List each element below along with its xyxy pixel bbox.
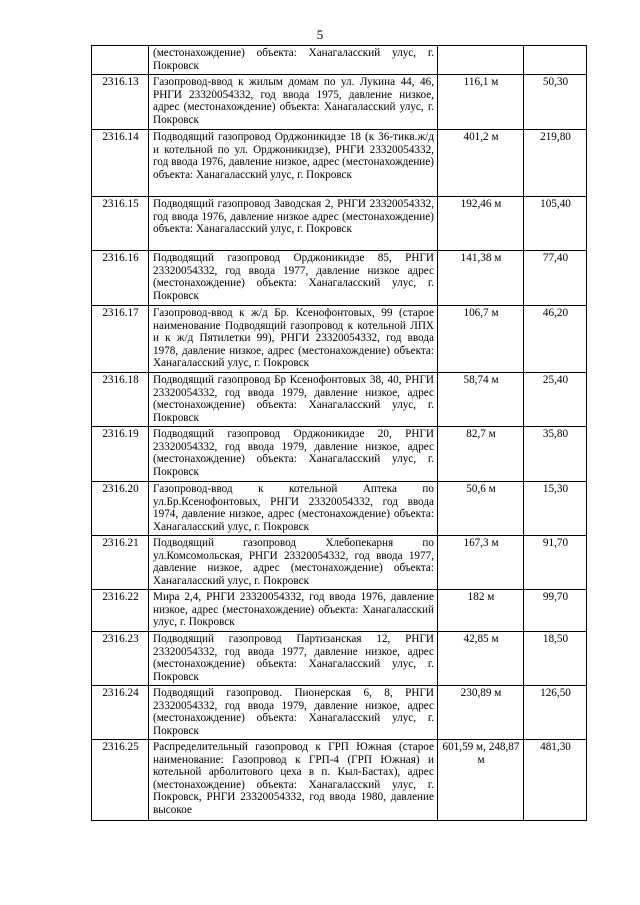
length-cell: 106,7 м [438,306,524,373]
table-row [92,740,587,821]
length-cell: 141,38 м [438,251,524,306]
table-row [92,632,587,686]
value-cell: 25,40 [524,373,587,427]
object-description-cell: Подводящий газопровод Партизанская 12, РНГИ 23320054332, год ввода 1977, давление низкое, адрес (местонахождение) объекта: Ханагаласский улус, г. Покровск [149,632,438,686]
table-row [92,75,587,130]
value-cell [524,46,587,75]
gas-pipeline-registry-table [91,45,587,821]
value-cell: 18,50 [524,632,587,686]
value-cell: 99,70 [524,590,587,632]
object-description-cell: Подводящий газопровод. Пионерская 6, 8, РНГИ 23320054332, год ввода 1979, давление низкое, адрес (местонахождение) объекта: Ханагаласский улус, г. Покровск [149,686,438,740]
table-row [92,197,587,251]
length-cell [438,46,524,75]
length-cell: 42,85 м [438,632,524,686]
table-row [92,590,587,632]
object-description-cell: Газопровод-ввод к котельной Аптека по ул.Бр.Ксенофонтовых, РНГИ 23320054332, год ввода 1974, давление низкое, адрес (местонахождение) объекта: Ханагаласский улус, г. Покровск [149,482,438,536]
table-row [92,686,587,740]
object-description-cell: Подводящий газопровод Заводская 2, РНГИ 23320054332, год ввода 1976, давление низкое адрес (местонахождение) объекта: Ханагаласский улус, г. Покровск [149,197,438,251]
length-cell: 401,2 м [438,130,524,197]
length-cell: 182 м [438,590,524,632]
object-description-cell: Подводящий газопровод Хлебопекарня по ул.Комсомольская, РНГИ 23320054332, год ввода 1977, давление низкое, адрес (местонахождение) объекта: Ханагаласский улус, г. Покровск [149,536,438,590]
table-row [92,373,587,427]
object-description-cell: Газопровод-ввод к ж/д Бр. Ксенофонтовых, 99 (старое наименование Подводящий газопровод к котельной ЛПХ и к ж/д Пятилетки 99), РНГИ 23320054332, год ввода 1978, давление низкое, адрес (местонахождение) объекта: Ханагаласский улус, г. Покровск [149,306,438,373]
length-cell: 601,59 м, 248,87 м [438,740,524,821]
value-cell: 105,40 [524,197,587,251]
value-cell: 46,20 [524,306,587,373]
value-cell: 35,80 [524,427,587,482]
row-number-cell: 2316.14 [92,130,149,197]
row-number-cell: 2316.19 [92,427,149,482]
object-description-cell: Мира 2,4, РНГИ 23320054332, год ввода 1976, давление низкое, адрес (местонахождение) объекта: Ханагаласский улус, г. Покровск [149,590,438,632]
length-cell: 192,46 м [438,197,524,251]
row-number-cell: 2316.25 [92,740,149,821]
row-number-cell: 2316.15 [92,197,149,251]
object-description-cell: Подводящий газопровод Орджоникидзе 85, РНГИ 23320054332, год ввода 1977, давление низкое адрес (местонахождение) объекта: Ханагаласский улус, г. Покровск [149,251,438,306]
length-cell: 167,3 м [438,536,524,590]
object-description-cell: (местонахождение) объекта: Ханагаласский улус, г. Покровск [149,46,438,75]
table-row [92,46,587,75]
length-cell: 50,6 м [438,482,524,536]
value-cell: 126,50 [524,686,587,740]
table-row [92,482,587,536]
value-cell: 219,80 [524,130,587,197]
length-cell: 58,74 м [438,373,524,427]
value-cell: 77,40 [524,251,587,306]
length-cell: 82,7 м [438,427,524,482]
table-row [92,251,587,306]
row-number-cell: 2316.20 [92,482,149,536]
row-number-cell: 2316.16 [92,251,149,306]
row-number-cell: 2316.21 [92,536,149,590]
value-cell: 481,30 [524,740,587,821]
table-row [92,130,587,197]
value-cell: 50,30 [524,75,587,130]
row-number-cell: 2316.22 [92,590,149,632]
row-number-cell: 2316.18 [92,373,149,427]
object-description-cell: Распределительный газопровод к ГРП Южная (старое наименование: Газопровод к ГРП-4 (ГРП Южная) и котельной арболитового цеха в п. Кыл-Бастах), адрес (местонахождение) объекта: Ханагаласский улус, г. Покровск, РНГИ 23320054332, год ввода 1980, давление высокое [149,740,438,821]
object-description-cell: Подводящий газопровод Бр Ксенофонтовых 38, 40, РНГИ 23320054332, год ввода 1979, давление низкое, адрес (местонахождение) объекта: Ханагаласский улус, г. Покровск [149,373,438,427]
table-row [92,427,587,482]
row-number-cell: 2316.13 [92,75,149,130]
length-cell: 230,89 м [438,686,524,740]
object-description-cell: Газопровод-ввод к жилым домам по ул. Лукина 44, 46, РНГИ 23320054332, год ввода 1975, давление низкое, адрес (местонахождение) объекта: Ханагаласский улус, г. Покровск [149,75,438,130]
object-description-cell: Подводящий газопровод Орджоникидзе 20, РНГИ 23320054332, год ввода 1979, давление низкое, адрес (местонахождение) объекта: Ханагаласский улус, г. Покровск [149,427,438,482]
page-number: 5 [316,27,324,42]
row-number-cell: 2316.23 [92,632,149,686]
value-cell: 91,70 [524,536,587,590]
value-cell: 15,30 [524,482,587,536]
table-row [92,306,587,373]
length-cell: 116,1 м [438,75,524,130]
table-row [92,536,587,590]
row-number-cell: 2316.24 [92,686,149,740]
row-number-cell [92,46,149,75]
row-number-cell: 2316.17 [92,306,149,373]
object-description-cell: Подводящий газопровод Орджоникидзе 18 (к 36-тикв.ж/д и котельной по ул. Орджоникидзе), РНГИ 23320054332, год ввода 1976, давление низкое, адрес (местонахождение) объекта: Ханагаласский улус, г. Покровск [149,130,438,197]
